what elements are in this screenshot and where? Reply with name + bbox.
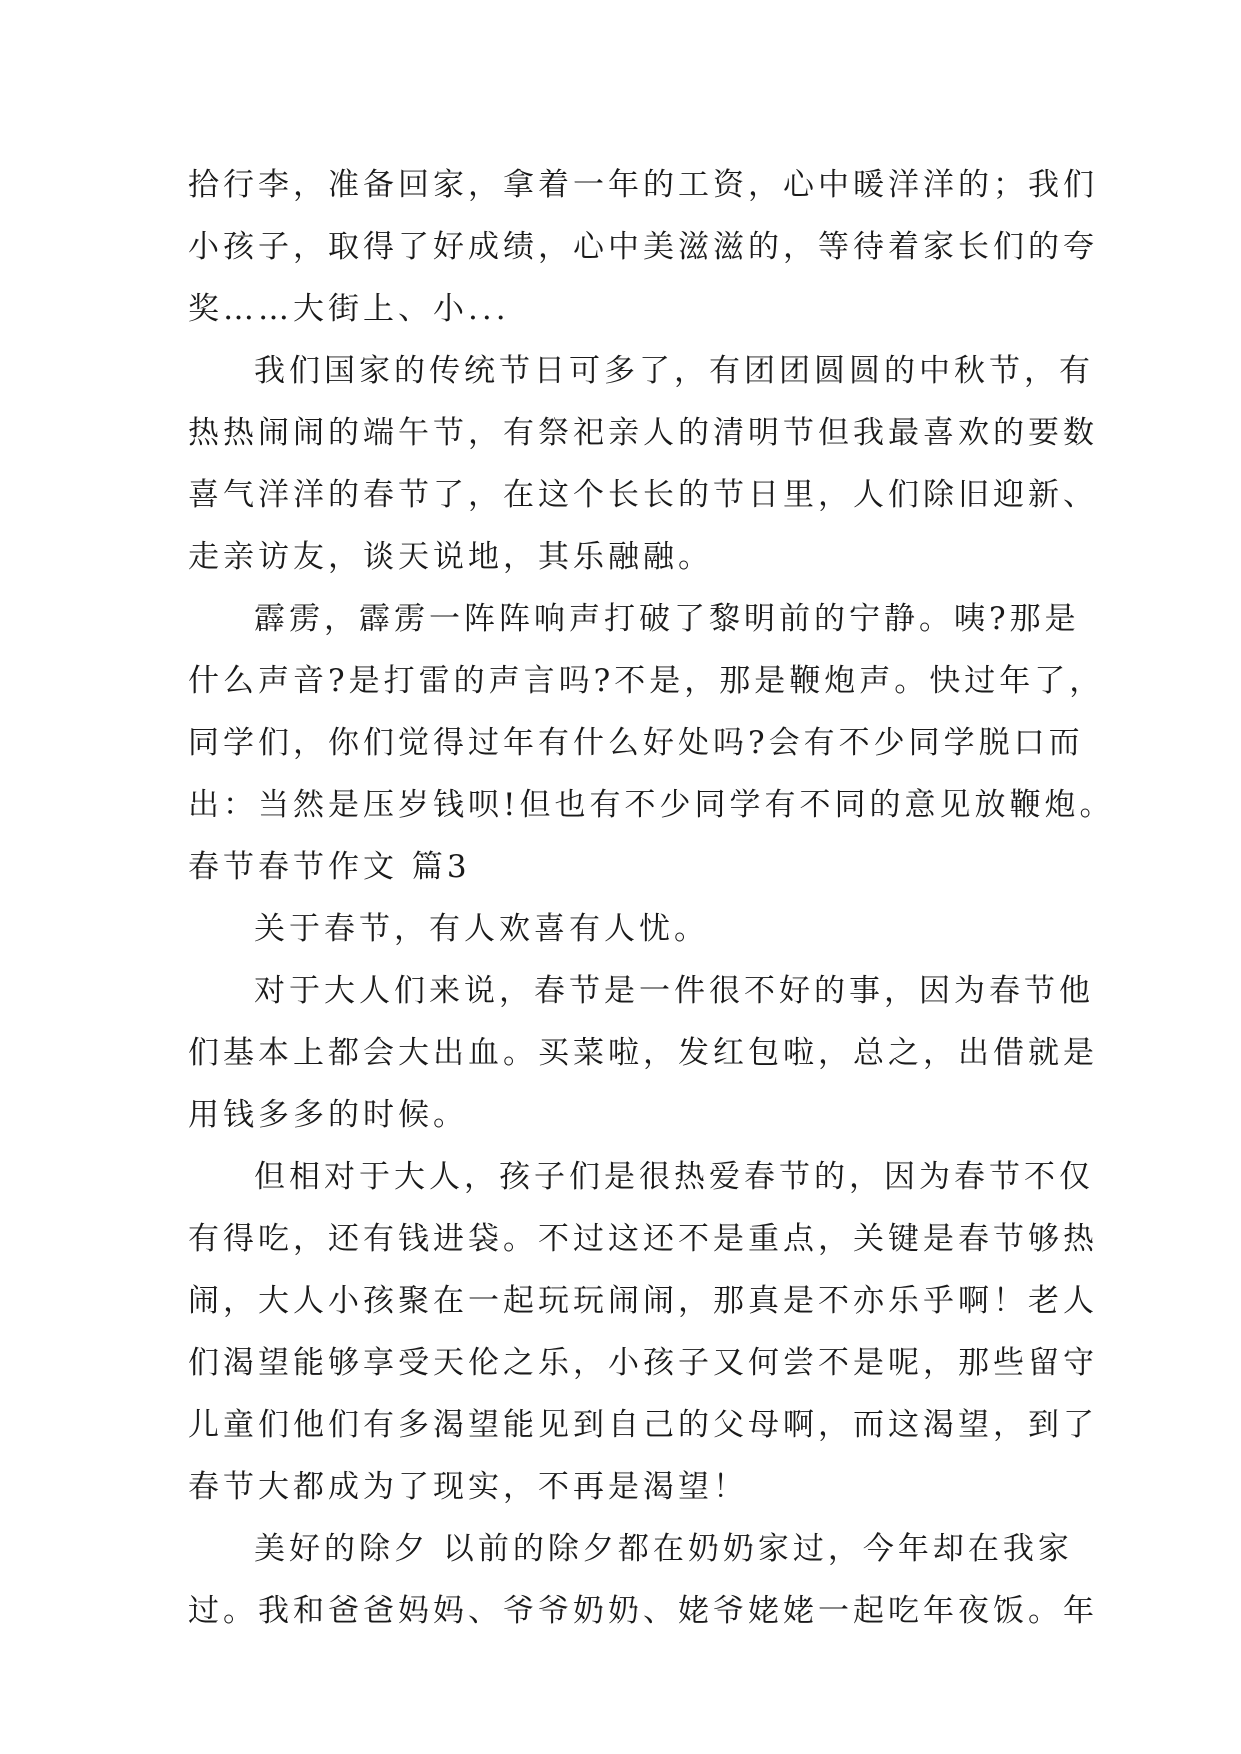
text-line: 有得吃，还有钱进袋。不过这还不是重点，关键是春节够热: [188, 1221, 1098, 1257]
text-line: 霹雳，霹雳一阵阵响声打破了黎明前的宁静。咦?那是: [254, 601, 1080, 637]
text-line: 春节大都成为了现实，不再是渴望！: [188, 1469, 748, 1505]
document-body: [188, 154, 1115, 1642]
text-line: 用钱多多的时候。: [188, 1097, 468, 1133]
text-line: 走亲访友，谈天说地，其乐融融。: [188, 539, 713, 575]
text-line: 关于春节，有人欢喜有人忧。: [254, 911, 709, 947]
text-line: 奖……大街上、小...: [188, 291, 510, 327]
text-line: 小孩子，取得了好成绩，心中美滋滋的，等待着家长们的夸: [188, 229, 1098, 265]
text-line: 什么声音?是打雷的声言吗?不是，那是鞭炮声。快过年了，: [188, 663, 1105, 699]
text-line: 儿童们他们有多渴望能见到自己的父母啊，而这渴望，到了: [188, 1407, 1098, 1443]
text-line: 们基本上都会大出血。买菜啦，发红包啦，总之，出借就是: [188, 1035, 1098, 1071]
text-line: 热热闹闹的端午节，有祭祀亲人的清明节但我最喜欢的要数: [188, 415, 1098, 451]
text-line: 同学们，你们觉得过年有什么好处吗?会有不少同学脱口而: [188, 725, 1084, 761]
text-line: 美好的除夕 以前的除夕都在奶奶家过，今年却在我家: [254, 1531, 1073, 1567]
text-line: 对于大人们来说，春节是一件很不好的事，因为春节他: [254, 973, 1094, 1009]
text-line: 们渴望能够享受天伦之乐，小孩子又何尝不是呢，那些留守: [188, 1345, 1098, 1381]
text-line: 我们国家的传统节日可多了，有团团圆圆的中秋节，有: [254, 353, 1094, 389]
text-line: 过。我和爸爸妈妈、爷爷奶奶、姥爷姥姥一起吃年夜饭。年: [188, 1593, 1098, 1629]
text-line: 出：当然是压岁钱呗!但也有不少同学有不同的意见放鞭炮。: [188, 787, 1115, 823]
text-line: 闹，大人小孩聚在一起玩玩闹闹，那真是不亦乐乎啊！老人: [188, 1283, 1098, 1319]
text-line: 拾行李，准备回家，拿着一年的工资，心中暖洋洋的；我们: [188, 167, 1098, 203]
text-line: 但相对于大人，孩子们是很热爱春节的，因为春节不仅: [254, 1159, 1094, 1195]
section-heading: 春节春节作文 篇3: [188, 849, 471, 885]
text-line: 喜气洋洋的春节了，在这个长长的节日里，人们除旧迎新、: [188, 477, 1098, 513]
